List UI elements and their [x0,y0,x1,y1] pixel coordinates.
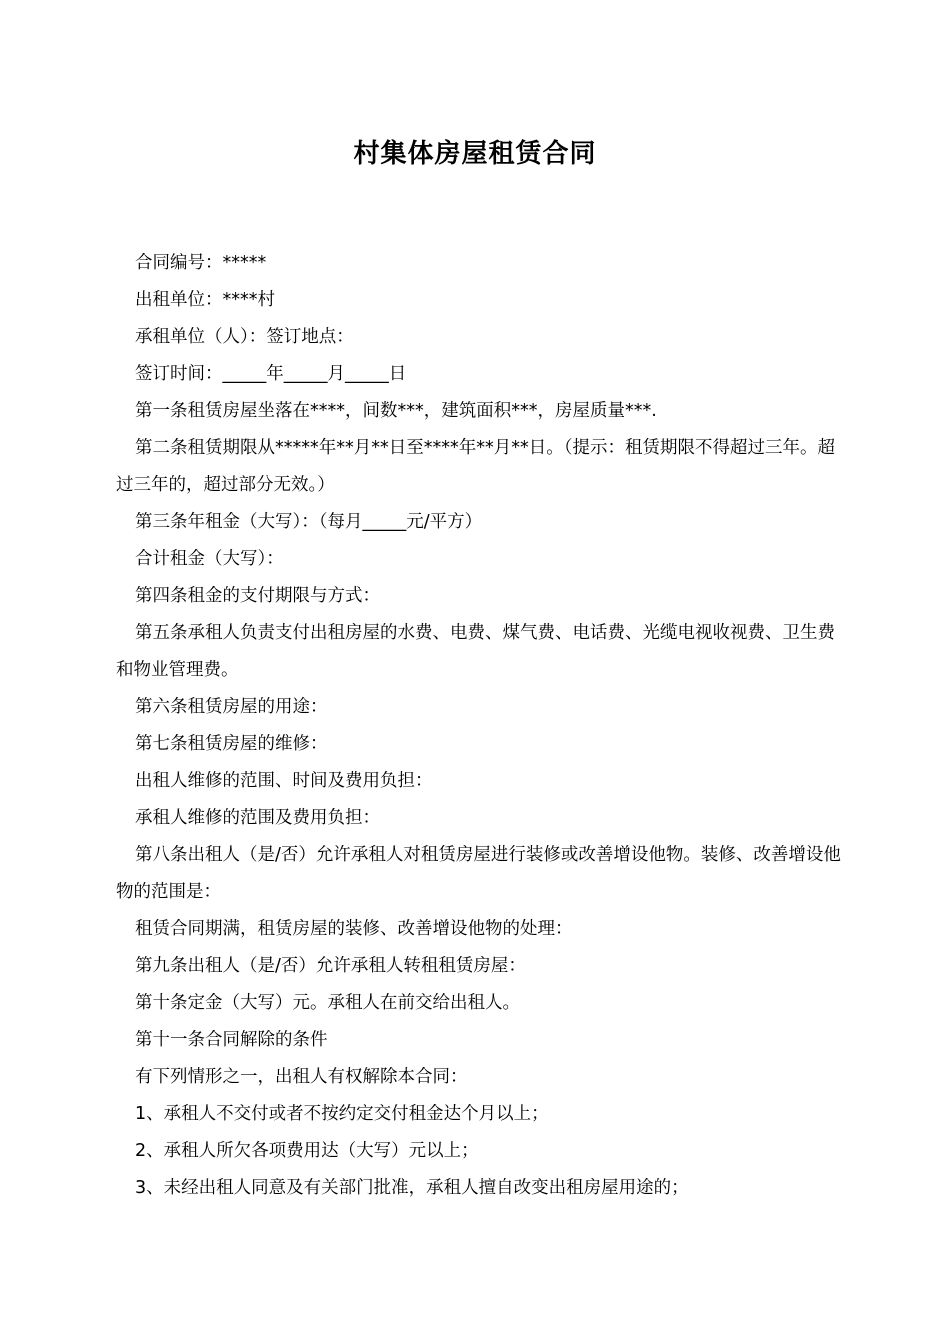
article-4: 第四条租金的支付期限与方式： [135,586,380,606]
contract-number: 合同编号：***** [135,253,267,273]
termination-item-3: 3、未经出租人同意及有关部门批准，承租人擅自改变出租房屋用途的； [135,1178,689,1198]
article-7: 第七条租赁房屋的维修： [135,734,328,754]
termination-item-1: 1、承租人不交付或者不按约定交付租金达个月以上； [135,1104,549,1124]
lease-expiry-handling: 租赁合同期满，租赁房屋的装修、改善增设他物的处理： [135,919,573,939]
article-9: 第九条出租人（是/否）允许承租人转租租赁房屋： [135,956,526,976]
article-11: 第十一条合同解除的条件 [135,1030,328,1050]
article-5: 第五条承租人负责支付出租房屋的水费、电费、煤气费、电话费、光缆电视收视费、卫生费和物业管理费。 [116,623,835,680]
article-1: 第一条租赁房屋坐落在****，间数***，建筑面积***，房屋质量***. [135,401,657,421]
article-8: 第八条出租人（是/否）允许承租人对租赁房屋进行装修或改善增设他物。装修、改善增设他物的范围是： [116,845,841,902]
article-2: 第二条租赁期限从*****年**月**日至****年**月**日。（提示：租赁期限不得超过三年。超过三年的，超过部分无效。） [116,438,835,495]
lessee-unit: 承租单位（人）：签订地点： [135,327,354,347]
signing-date: 签订时间：_____年_____月_____日 [135,364,407,384]
lessee-repair: 承租人维修的范围及费用负担： [135,808,380,828]
lessor-repair: 出租人维修的范围、时间及费用负担： [135,771,433,791]
document-title: 村集体房屋租赁合同 [353,139,597,169]
document-body [116,245,846,1207]
article-6: 第六条租赁房屋的用途： [135,697,328,717]
lessor-unit: 出租单位：****村 [135,290,275,310]
article-10: 第十条定金（大写）元。承租人在前交给出租人。 [135,993,520,1013]
total-rent: 合计租金（大写）： [135,549,284,569]
termination-item-2: 2、承租人所欠各项费用达（大写）元以上； [135,1141,479,1161]
termination-intro: 有下列情形之一，出租人有权解除本合同： [135,1067,468,1087]
article-3: 第三条年租金（大写）：（每月_____元/平方） [135,512,483,532]
